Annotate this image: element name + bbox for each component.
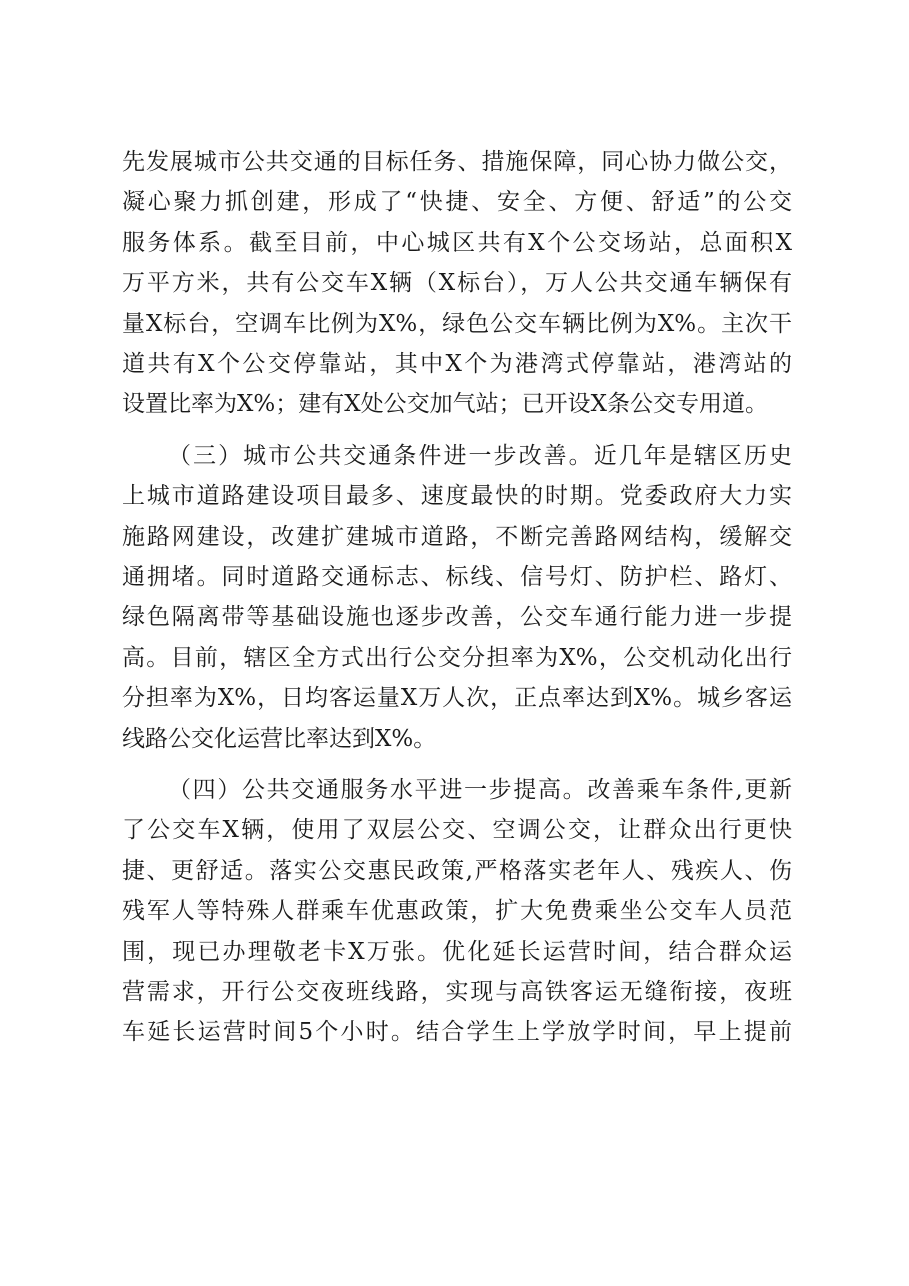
paragraph-2-line-5: 绿色隔离带等基础设施也逐步改善，公交车通行能力进一步提 bbox=[122, 604, 792, 630]
paragraph-1-line-6: 道共有X个公交停靠站，其中X个为港湾式停靠站，港湾站的 bbox=[122, 351, 792, 377]
paragraph-2-line-6: 高。目前，辖区全方式出行公交分担率为X%，公交机动化出行 bbox=[122, 645, 792, 671]
paragraph-1-line-7: 设置比率为X%；建有X处公交加气站；已开设X条公交专用道。 bbox=[122, 391, 768, 417]
paragraph-3-line-6: 营需求，开行公交夜班线路，实现与高铁客运无缝衔接，夜班 bbox=[122, 979, 792, 1005]
paragraph-1-line-2: 凝心聚力抓创建，形成了“快捷、安全、方便、舒适”的公交 bbox=[122, 189, 792, 215]
paragraph-2-line-8: 线路公交化运营比率达到X%。 bbox=[122, 726, 437, 752]
paragraph-3-line-3: 捷、更舒适。落实公交惠民政策,严格落实老年人、残疾人、伤 bbox=[122, 858, 792, 884]
paragraph-2-line-1: （三）城市公共交通条件进一步改善。近几年是辖区历史 bbox=[168, 443, 792, 469]
paragraph-1-line-4: 万平方米，共有公交车X辆（X标台），万人公共交通车辆保有 bbox=[122, 270, 792, 296]
paragraph-3-line-5: 围，现已办理敬老卡X万张。优化延长运营时间，结合群众运 bbox=[122, 939, 792, 965]
paragraph-3-line-1: （四）公共交通服务水平进一步提高。改善乘车条件,更新 bbox=[168, 777, 792, 803]
paragraph-2-line-4: 通拥堵。同时道路交通标志、标线、信号灯、防护栏、路灯、 bbox=[122, 564, 792, 590]
paragraph-2-line-7: 分担率为X%，日均客运量X万人次，正点率达到X%。城乡客运 bbox=[122, 685, 792, 711]
paragraph-2-line-2: 上城市道路建设项目最多、速度最快的时期。党委政府大力实 bbox=[122, 483, 792, 509]
paragraph-3-line-4: 残军人等特殊人群乘车优惠政策，扩大免费乘坐公交车人员范 bbox=[122, 898, 792, 924]
paragraph-3-line-7: 车延长运营时间5个小时。结合学生上学放学时间，早上提前 bbox=[122, 1019, 792, 1045]
paragraph-2-line-3: 施路网建设，改建扩建城市道路，不断完善路网结构，缓解交 bbox=[122, 524, 792, 550]
paragraph-1-line-5: 量X标台，空调车比例为X%，绿色公交车辆比例为X%。主次干 bbox=[122, 311, 792, 337]
paragraph-1-line-3: 服务体系。截至目前，中心城区共有X个公交场站，总面积X bbox=[122, 230, 792, 256]
paragraph-1-line-1: 先发展城市公共交通的目标任务、措施保障，同心协力做公交， bbox=[122, 149, 792, 175]
paragraph-3-line-2: 了公交车X辆，使用了双层公交、空调公交，让群众出行更快 bbox=[122, 817, 792, 843]
